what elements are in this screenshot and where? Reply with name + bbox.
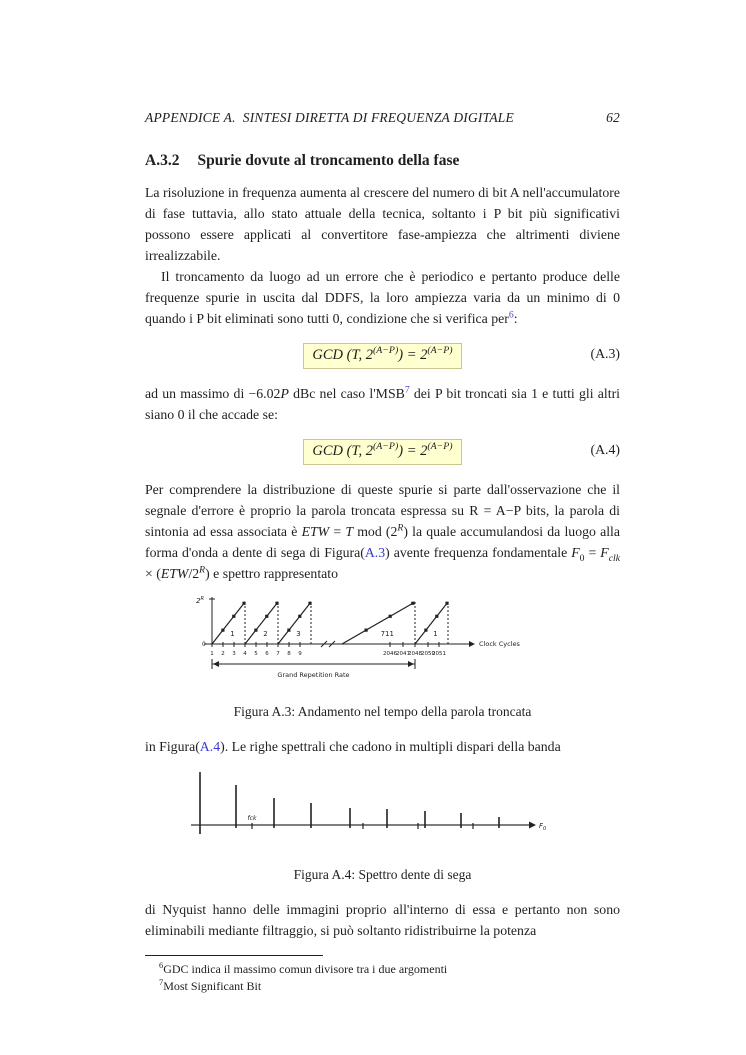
text-run: (A−P) — [373, 345, 399, 357]
footnote-ref-link[interactable]: 6 — [508, 309, 514, 321]
ramp-line — [278, 602, 311, 644]
ramp-sample-dot — [411, 602, 414, 605]
text-run: /2 — [188, 566, 200, 581]
ramp-line — [212, 602, 245, 644]
figure-ref-link[interactable]: A.3 — [364, 545, 386, 560]
x-tick-label: 2047 — [396, 651, 410, 657]
text-run: , 2 — [358, 443, 373, 459]
ramp-sample-dot — [308, 602, 311, 605]
text-run: ETW — [160, 566, 189, 581]
x-tick-label: 2048 — [408, 651, 422, 657]
equation-a4-box — [303, 439, 461, 465]
section-heading — [145, 152, 620, 170]
footnote-7-marker: 7 — [159, 977, 164, 987]
ramp-number-label: 2 — [263, 630, 268, 638]
text-run: ) e spettro rappresentato — [205, 566, 339, 581]
ramp-sample-dot — [287, 629, 290, 632]
text-run: : — [513, 311, 518, 326]
grr-label: Grand Repetition Rate — [277, 671, 350, 679]
ramp-sample-dot — [275, 602, 278, 605]
y-axis-top-label-sup: R — [200, 596, 204, 602]
footnote-6-marker: 6 — [159, 961, 164, 970]
footnote-6-text: GDC indica il massimo comun divisore tra i due argomenti — [163, 962, 448, 976]
x-tick-label: 1 — [210, 651, 214, 657]
text-run: T — [351, 347, 359, 363]
figure-a4 — [145, 763, 620, 883]
text-run: ETW — [301, 524, 330, 539]
ramp-sample-dot — [254, 629, 257, 632]
section-title: Spurie dovute al troncamento della fase — [197, 152, 460, 169]
x-tick-label: 4 — [243, 651, 247, 657]
text-run: ) avente frequenza fondamentale — [385, 545, 572, 560]
ramp-sample-dot — [435, 615, 438, 618]
text-run: mod (2 — [353, 524, 398, 539]
ramp-sample-dot — [445, 602, 448, 605]
paragraph-3 — [145, 383, 620, 425]
ramp-number-label: 1 — [230, 630, 235, 638]
ramp-sample-dot — [221, 629, 224, 632]
equation-a3-box — [303, 343, 461, 369]
text-run: ). Le righe spettrali che cadono in multipli dispari della banda — [220, 739, 561, 754]
text-run: (A−P) — [427, 345, 453, 357]
ramp-sample-dot — [424, 629, 427, 632]
text-run: clk — [608, 552, 620, 564]
grr-arrowhead-right — [408, 661, 414, 667]
paragraph-1 — [145, 182, 620, 266]
text-run: P — [280, 386, 289, 401]
text-run: ( — [343, 443, 352, 459]
text-run: ) la quale accumulandosi da luogo alla forma d'onda a dente di sega di Figura( — [145, 524, 620, 560]
text-run: di Nyquist hanno delle immagini proprio all'interno di essa e pertanto non sono eliminabili mediante filtraggio, si può soltanto ridistribuirne la potenza — [145, 902, 620, 938]
text-run: F — [600, 545, 609, 560]
y-axis-top-label: $2^R$ — [196, 596, 204, 605]
paragraph-4 — [145, 479, 620, 584]
x-tick-label: 7 — [276, 651, 280, 657]
running-header-title: APPENDICE A. SINTESI DIRETTA DI FREQUENZA DIGITALE — [145, 110, 514, 125]
paragraph-2 — [145, 266, 620, 329]
x-tick-label: 2051 — [432, 651, 446, 657]
text-run: = — [584, 545, 601, 560]
equation-a4 — [145, 435, 620, 469]
x-axis-arrowhead — [469, 641, 475, 647]
text-run: ad un massimo di −6.02 — [145, 386, 281, 401]
ramp-sample-dot — [389, 615, 392, 618]
section-number: A.3.2 — [145, 152, 180, 169]
page-number: 62 — [606, 110, 620, 125]
frequency-axis-label-sub: 0 — [543, 826, 547, 832]
ramp-number-label: 1 — [433, 630, 438, 638]
x-tick-label: 9 — [298, 651, 302, 657]
text-run: T — [351, 443, 359, 459]
fck-label: fck — [247, 815, 257, 822]
figure-ref-link[interactable]: A.4 — [199, 739, 221, 754]
ramp-sample-dot — [265, 615, 268, 618]
x-tick-label: 8 — [287, 651, 291, 657]
footnote-7 — [145, 978, 620, 995]
running-header — [145, 110, 620, 126]
ramp-line — [415, 602, 448, 644]
text-run: in Figura( — [145, 739, 200, 754]
text-run: T — [345, 524, 354, 539]
ramp-sample-dot — [298, 615, 301, 618]
text-run: Per comprendere la distribuzione di queste spurie si parte dall'osservazione che il segnale d'errore è proprio la parola troncata espressa su R = A−P bits, la parola di sintonia ad essa associata è — [145, 482, 620, 539]
footnote-ref-link[interactable]: 7 — [404, 384, 410, 396]
ramp-sample-dot — [232, 615, 235, 618]
y-axis-origin-label: 0 — [202, 641, 206, 648]
ramp-sample-dot — [364, 629, 367, 632]
frequency-axis-label: $F_0$ — [539, 822, 547, 832]
x-tick-label: 3 — [232, 651, 236, 657]
text-run: ) = 2 — [398, 347, 428, 363]
text-run: (A−P) — [427, 441, 453, 453]
figure-a4-caption: Figura A.4: Spettro dente di sega — [293, 867, 472, 882]
equation-a4-number: (A.4) — [590, 442, 620, 457]
text-run: GCD — [312, 347, 344, 363]
paragraph-5 — [145, 736, 620, 757]
text-run: Il troncamento da luogo ad un errore che è periodico e pertanto produce delle frequenze spurie in uscita dal DDFS, la loro ampiezza varia da un minimo di 0 quando i P bit eliminati sono tutti 0, condizione che si verifica per — [145, 269, 620, 326]
equation-a3-number: (A.3) — [590, 346, 620, 361]
text-run: (A−P) — [373, 441, 399, 453]
paragraph-6 — [145, 899, 620, 941]
text-run: = — [329, 524, 346, 539]
x-tick-label: 5 — [254, 651, 258, 657]
ramp-sample-dot — [242, 602, 245, 605]
figure-a3-caption: Figura A.3: Andamento nel tempo della parola troncata — [233, 704, 532, 719]
equation-a3 — [145, 339, 620, 373]
footnote-rule — [145, 955, 323, 956]
text-run: dei P bit troncati sia 1 e tutti gli altri siano 0 il che accade se: — [145, 386, 620, 422]
ramp-line — [245, 602, 278, 644]
grr-arrowhead-left — [213, 661, 219, 667]
text-run: GCD — [312, 443, 344, 459]
figure-a4-canvas — [183, 763, 563, 855]
ramp-line — [342, 602, 415, 644]
text-run: × ( — [145, 566, 161, 581]
text-run: ( — [343, 347, 352, 363]
x-tick-label: 2050 — [421, 651, 435, 657]
text-run: ) = 2 — [398, 443, 428, 459]
footnote-7-text: Most Significant Bit — [163, 978, 262, 993]
text-run: R — [199, 564, 206, 576]
x-tick-label: 2 — [221, 651, 225, 657]
ramp-number-label: 3 — [296, 630, 301, 638]
ramp-number-label: 711 — [380, 630, 394, 638]
x-axis-label: Clock Cycles — [479, 640, 520, 648]
x-tick-label: 2046 — [383, 651, 397, 657]
text-run: dBc nel caso l'MSB — [288, 386, 405, 401]
figure-a3 — [145, 594, 620, 720]
text-run: F — [571, 545, 580, 560]
figure-a3-canvas — [157, 594, 617, 688]
x-tick-label: 6 — [265, 651, 269, 657]
text-run: , 2 — [358, 347, 373, 363]
text-run: R — [397, 522, 404, 534]
text-run: La risoluzione in frequenza aumenta al crescere del numero di bit A nell'accumulatore di fase tuttavia, allo stato attuale della tecnica, soltanto i P bit più significativi possono essere applicati al convertitore fase-ampiezza che altrimenti diviene irrealizzabile. — [145, 185, 620, 263]
frequency-axis-arrowhead — [529, 822, 536, 829]
text-run: 0 — [579, 552, 585, 564]
footnote-area — [145, 955, 620, 994]
footnote-6 — [145, 961, 620, 978]
